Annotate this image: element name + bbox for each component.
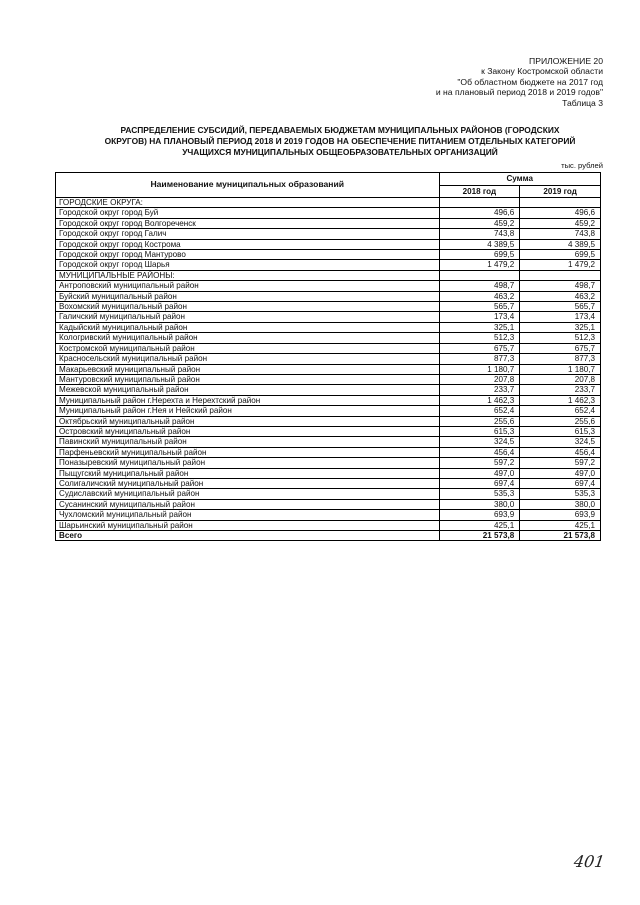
units-label: тыс. рублей bbox=[561, 161, 603, 170]
row-value-2019: 255,6 bbox=[520, 416, 601, 426]
table-row bbox=[56, 458, 601, 468]
row-value-2018: 512,3 bbox=[439, 333, 520, 343]
row-value-2019: 425,1 bbox=[520, 520, 601, 530]
handwritten-page-number: 401 bbox=[572, 852, 606, 871]
row-name: Павинский муниципальный район bbox=[56, 437, 440, 447]
row-value-2018: 615,3 bbox=[439, 426, 520, 436]
row-value-2019: 535,3 bbox=[520, 489, 601, 499]
table-row bbox=[56, 312, 601, 322]
table-row bbox=[56, 322, 601, 332]
table-row bbox=[56, 520, 601, 530]
row-name: Пыщугский муниципальный район bbox=[56, 468, 440, 478]
row-value-2019: 497,0 bbox=[520, 468, 601, 478]
row-name: Сусанинский муниципальный район bbox=[56, 499, 440, 509]
row-value-2018: 207,8 bbox=[439, 374, 520, 384]
appendix-budget-ref: "Об областном бюджете на 2017 год bbox=[457, 76, 603, 87]
row-name: Макарьевский муниципальный район bbox=[56, 364, 440, 374]
row-name: Городской округ город Волгореченск bbox=[56, 218, 440, 228]
row-value-2019: 233,7 bbox=[520, 385, 601, 395]
row-value-2019: 743,8 bbox=[520, 229, 601, 239]
column-header-name: Наименование муниципальных образований bbox=[56, 173, 440, 198]
row-value-2018: 459,2 bbox=[439, 218, 520, 228]
row-name: Буйский муниципальный район bbox=[56, 291, 440, 301]
table-row bbox=[56, 229, 601, 239]
row-value-2018: 324,5 bbox=[439, 437, 520, 447]
row-value-2018: 697,4 bbox=[439, 478, 520, 488]
table-row bbox=[56, 260, 601, 270]
row-value-2019: 4 389,5 bbox=[520, 239, 601, 249]
row-value-2018: 498,7 bbox=[439, 281, 520, 291]
row-name: Городской округ город Мантурово bbox=[56, 250, 440, 260]
row-value-2018: 693,9 bbox=[439, 510, 520, 520]
row-name: Солигаличский муниципальный район bbox=[56, 478, 440, 488]
row-value-2018: 565,7 bbox=[439, 302, 520, 312]
row-name: Городской округ город Галич bbox=[56, 229, 440, 239]
table-number: Таблица 3 bbox=[562, 97, 603, 108]
row-value-2019: 699,5 bbox=[520, 250, 601, 260]
row-value-2018: 21 573,8 bbox=[439, 531, 520, 541]
table-row bbox=[56, 239, 601, 249]
row-name: Муниципальный район г.Нерехта и Нерехтский район bbox=[56, 395, 440, 405]
row-name: Поназыревский муниципальный район bbox=[56, 458, 440, 468]
row-value-2019: 173,4 bbox=[520, 312, 601, 322]
row-name: Вохомский муниципальный район bbox=[56, 302, 440, 312]
table-row bbox=[56, 218, 601, 228]
total-row bbox=[56, 531, 601, 541]
row-value-2018: 255,6 bbox=[439, 416, 520, 426]
row-value-2019: 615,3 bbox=[520, 426, 601, 436]
row-value-2018: 325,1 bbox=[439, 322, 520, 332]
column-header-sum: Сумма bbox=[439, 173, 601, 186]
table-row bbox=[56, 468, 601, 478]
row-value-2018: 496,6 bbox=[439, 208, 520, 218]
appendix-law-ref: к Закону Костромской области bbox=[481, 66, 603, 77]
row-value-2018: 597,2 bbox=[439, 458, 520, 468]
table-row bbox=[56, 437, 601, 447]
row-name: Муниципальный район г.Нея и Нейский район bbox=[56, 406, 440, 416]
row-value-2018: 425,1 bbox=[439, 520, 520, 530]
row-name: Костромской муниципальный район bbox=[56, 343, 440, 353]
section-row-district bbox=[56, 270, 601, 280]
row-value-2019: 21 573,8 bbox=[520, 531, 601, 541]
row-name: Антроповский муниципальный район bbox=[56, 281, 440, 291]
row-value-2019: 456,4 bbox=[520, 447, 601, 457]
row-value-2019: 877,3 bbox=[520, 354, 601, 364]
row-value-2018: 456,4 bbox=[439, 447, 520, 457]
row-value-2019: 675,7 bbox=[520, 343, 601, 353]
appendix-header bbox=[436, 56, 603, 108]
row-value-2018: 1 462,3 bbox=[439, 395, 520, 405]
row-value-2019: 498,7 bbox=[520, 281, 601, 291]
table-row bbox=[56, 385, 601, 395]
row-name: Красносельский муниципальный район bbox=[56, 354, 440, 364]
row-value-2018: 675,7 bbox=[439, 343, 520, 353]
row-value-2019: 496,6 bbox=[520, 208, 601, 218]
row-name: Чухломский муниципальный район bbox=[56, 510, 440, 520]
table-row bbox=[56, 302, 601, 312]
row-value-2019: 652,4 bbox=[520, 406, 601, 416]
table-row bbox=[56, 406, 601, 416]
row-value-2019: 1 479,2 bbox=[520, 260, 601, 270]
table-row bbox=[56, 208, 601, 218]
row-value-2018: 1 479,2 bbox=[439, 260, 520, 270]
row-value-2019: 1 180,7 bbox=[520, 364, 601, 374]
row-value-2019: 597,2 bbox=[520, 458, 601, 468]
row-name: Городской округ город Кострома bbox=[56, 239, 440, 249]
row-name: Всего bbox=[56, 531, 440, 541]
appendix-period-ref: и на плановый период 2018 и 2019 годов" bbox=[435, 87, 603, 98]
section-label-city: ГОРОДСКИЕ ОКРУГА: bbox=[56, 198, 440, 208]
row-value-2019: 325,1 bbox=[520, 322, 601, 332]
table-row bbox=[56, 478, 601, 488]
row-name: Мантуровский муниципальный район bbox=[56, 374, 440, 384]
table-row bbox=[56, 416, 601, 426]
title-line-1: РАСПРЕДЕЛЕНИЕ СУБСИДИЙ, ПЕРЕДАВАЕМЫХ БЮДЖЕТАМ МУНИЦИПАЛЬНЫХ РАЙОНОВ (ГОРОДСКИХ bbox=[120, 125, 560, 135]
row-value-2019: 207,8 bbox=[520, 374, 601, 384]
row-name: Судиславский муниципальный район bbox=[56, 489, 440, 499]
title-line-2: ОКРУГОВ) НА ПЛАНОВЫЙ ПЕРИОД 2018 И 2019 ГОДОВ НА ОБЕСПЕЧЕНИЕ ПИТАНИЕМ ОТДЕЛЬНЫХ КАТЕГОРИЙ bbox=[104, 136, 576, 146]
row-name: Парфеньевский муниципальный район bbox=[56, 447, 440, 457]
row-name: Кологривский муниципальный район bbox=[56, 333, 440, 343]
row-value-2018: 652,4 bbox=[439, 406, 520, 416]
row-value-2018: 1 180,7 bbox=[439, 364, 520, 374]
row-value-2018: 535,3 bbox=[439, 489, 520, 499]
table-row bbox=[56, 510, 601, 520]
row-value-2019: 565,7 bbox=[520, 302, 601, 312]
section-label-district: МУНИЦИПАЛЬНЫЕ РАЙОНЫ: bbox=[56, 270, 440, 280]
row-value-2018: 743,8 bbox=[439, 229, 520, 239]
row-value-2019: 459,2 bbox=[520, 218, 601, 228]
column-header-2018: 2018 год bbox=[439, 185, 520, 197]
row-value-2019: 324,5 bbox=[520, 437, 601, 447]
title-line-3: УЧАЩИХСЯ МУНИЦИПАЛЬНЫХ ОБЩЕОБРАЗОВАТЕЛЬНЫХ ОРГАНИЗАЦИЙ bbox=[182, 147, 498, 157]
table-row bbox=[56, 281, 601, 291]
row-name: Кадыйский муниципальный район bbox=[56, 322, 440, 332]
row-name: Октябрьский муниципальный район bbox=[56, 416, 440, 426]
row-name: Островский муниципальный район bbox=[56, 426, 440, 436]
row-name: Городской округ город Буй bbox=[56, 208, 440, 218]
row-value-2018: 497,0 bbox=[439, 468, 520, 478]
table-row bbox=[56, 333, 601, 343]
row-value-2019: 1 462,3 bbox=[520, 395, 601, 405]
row-value-2019: 693,9 bbox=[520, 510, 601, 520]
row-value-2019: 512,3 bbox=[520, 333, 601, 343]
document-title bbox=[80, 125, 600, 158]
table-row bbox=[56, 374, 601, 384]
row-name: Шарьинский муниципальный район bbox=[56, 520, 440, 530]
row-name: Галичский муниципальный район bbox=[56, 312, 440, 322]
table-row bbox=[56, 395, 601, 405]
appendix-number: ПРИЛОЖЕНИЕ 20 bbox=[529, 56, 603, 66]
table-row bbox=[56, 343, 601, 353]
section-row-city bbox=[56, 198, 601, 208]
row-value-2019: 697,4 bbox=[520, 478, 601, 488]
table-row bbox=[56, 426, 601, 436]
table-row bbox=[56, 354, 601, 364]
column-header-2019: 2019 год bbox=[520, 185, 601, 197]
row-name: Городской округ город Шарья bbox=[56, 260, 440, 270]
table-row bbox=[56, 499, 601, 509]
row-value-2019: 463,2 bbox=[520, 291, 601, 301]
row-value-2018: 380,0 bbox=[439, 499, 520, 509]
table-row bbox=[56, 250, 601, 260]
row-value-2018: 699,5 bbox=[439, 250, 520, 260]
table-row bbox=[56, 291, 601, 301]
table-row bbox=[56, 489, 601, 499]
row-value-2018: 233,7 bbox=[439, 385, 520, 395]
row-name: Межевской муниципальный район bbox=[56, 385, 440, 395]
row-value-2018: 173,4 bbox=[439, 312, 520, 322]
table-body bbox=[56, 198, 601, 541]
subsidy-table bbox=[55, 172, 601, 541]
row-value-2018: 463,2 bbox=[439, 291, 520, 301]
row-value-2018: 4 389,5 bbox=[439, 239, 520, 249]
row-value-2019: 380,0 bbox=[520, 499, 601, 509]
row-value-2018: 877,3 bbox=[439, 354, 520, 364]
table-row bbox=[56, 364, 601, 374]
table-row bbox=[56, 447, 601, 457]
